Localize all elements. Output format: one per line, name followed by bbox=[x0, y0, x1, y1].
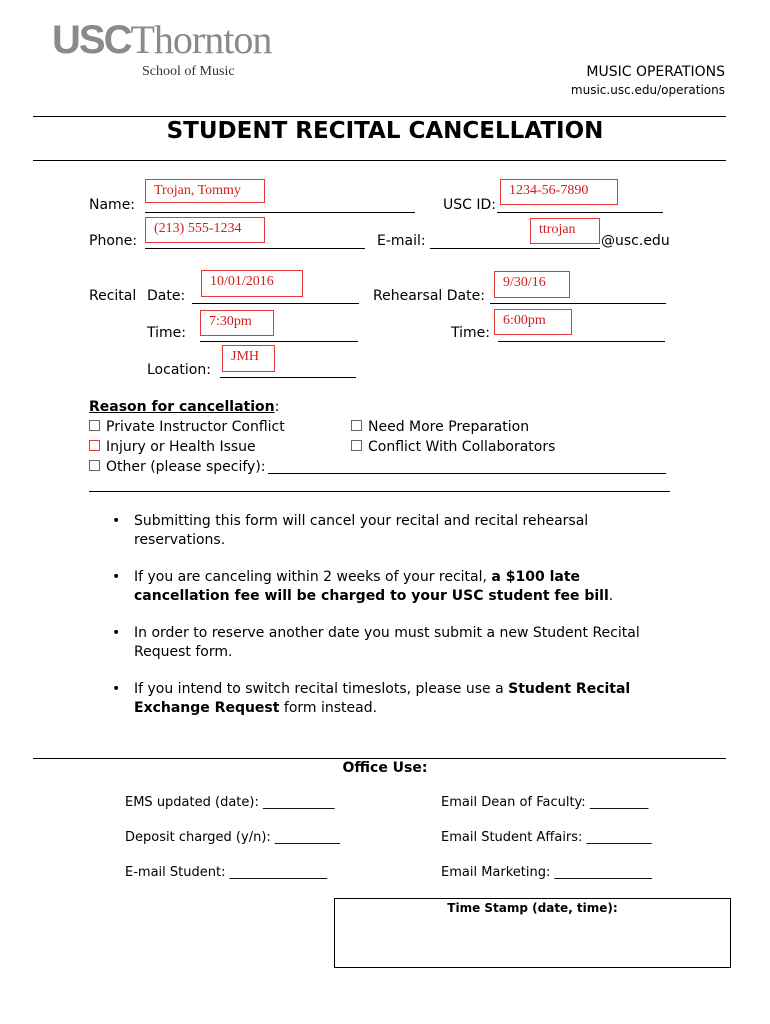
rehearsal-time-line bbox=[498, 341, 665, 342]
name-field[interactable]: Trojan, Tommy bbox=[145, 179, 265, 203]
rehearsal-time-label: Time: bbox=[451, 325, 490, 341]
recital-label: Recital bbox=[89, 288, 137, 304]
uscid-line bbox=[497, 212, 663, 213]
bullet-item: • If you intend to switch recital timeslots, please use a Student Recital Exchange Request form instead. bbox=[112, 681, 631, 716]
email-field[interactable]: ttrojan bbox=[530, 218, 600, 244]
email-student-affairs: Email Student Affairs: __________ bbox=[441, 830, 652, 845]
top-rule bbox=[33, 116, 726, 117]
checkbox-icon[interactable] bbox=[351, 440, 362, 451]
phone-label: Phone: bbox=[89, 233, 138, 249]
name-label: Name: bbox=[89, 197, 136, 213]
usc-thornton-logo: USCThornton bbox=[52, 17, 272, 62]
rehearsal-time-field[interactable]: 6:00pm bbox=[494, 309, 572, 335]
checkbox-collaborators[interactable]: Conflict With Collaborators bbox=[351, 439, 555, 455]
title-rule bbox=[33, 160, 726, 161]
checkbox-icon[interactable] bbox=[89, 460, 100, 471]
location-field[interactable]: JMH bbox=[222, 345, 275, 372]
email-marketing: Email Marketing: _______________ bbox=[441, 865, 653, 880]
rehearsal-date-field[interactable]: 9/30/16 bbox=[494, 271, 570, 298]
office-rule bbox=[33, 758, 726, 759]
recital-time-label: Time: bbox=[147, 325, 186, 341]
recital-time-line bbox=[200, 341, 358, 342]
email-domain: @usc.edu bbox=[601, 233, 670, 249]
email-line bbox=[430, 248, 600, 249]
phone-line bbox=[145, 248, 365, 249]
logo-subtitle: School of Music bbox=[142, 64, 235, 79]
rehearsal-date-line bbox=[490, 303, 666, 304]
recital-time-field[interactable]: 7:30pm bbox=[200, 310, 274, 336]
recital-date-line bbox=[192, 303, 359, 304]
location-line bbox=[220, 377, 356, 378]
email-label: E-mail: bbox=[377, 233, 426, 249]
info-bullets bbox=[108, 512, 648, 736]
recital-date-field[interactable]: 10/01/2016 bbox=[201, 270, 303, 297]
phone-field[interactable]: (213) 555-1234 bbox=[145, 217, 265, 243]
bullet-item: • Submitting this form will cancel your recital and recital rehearsal reservations. bbox=[112, 513, 589, 548]
checkbox-injury-health[interactable]: Injury or Health Issue bbox=[89, 439, 256, 455]
uscid-field[interactable]: 1234-56-7890 bbox=[500, 179, 618, 205]
rehearsal-date-label: Rehearsal Date: bbox=[373, 288, 485, 304]
email-dean: Email Dean of Faculty: _________ bbox=[441, 795, 649, 810]
checkbox-icon[interactable] bbox=[89, 420, 100, 431]
checkbox-icon[interactable] bbox=[351, 420, 362, 431]
other-specify-line-2[interactable] bbox=[89, 491, 670, 492]
department-url[interactable]: music.usc.edu/operations bbox=[570, 83, 725, 97]
deposit-charged: Deposit charged (y/n): __________ bbox=[125, 830, 340, 845]
bullet-item: • In order to reserve another date you must submit a new Student Recital Request form. bbox=[112, 625, 640, 660]
checkbox-private-instructor[interactable]: Private Instructor Conflict bbox=[89, 419, 285, 435]
email-student: E-mail Student: _______________ bbox=[125, 865, 328, 880]
department-name: MUSIC OPERATIONS bbox=[586, 64, 725, 80]
location-label: Location: bbox=[147, 362, 211, 378]
recital-date-label: Date: bbox=[147, 288, 186, 304]
office-use-title: Office Use: bbox=[342, 760, 428, 776]
bullet-item: • If you are canceling within 2 weeks of your recital, a $100 late cancellation fee will be charged to your USC student fee bill. bbox=[112, 569, 614, 604]
reason-heading: Reason for cancellation: bbox=[89, 399, 280, 415]
ems-updated: EMS updated (date): ___________ bbox=[125, 795, 335, 810]
time-stamp-label: Time Stamp (date, time): bbox=[447, 901, 618, 915]
checkbox-other[interactable]: Other (please specify): bbox=[89, 459, 266, 475]
checkbox-more-preparation[interactable]: Need More Preparation bbox=[351, 419, 529, 435]
uscid-label: USC ID: bbox=[443, 197, 496, 213]
page-title: STUDENT RECITAL CANCELLATION bbox=[166, 118, 604, 144]
other-specify-line[interactable] bbox=[268, 473, 666, 474]
name-line bbox=[145, 212, 415, 213]
checkbox-icon[interactable] bbox=[89, 440, 100, 451]
